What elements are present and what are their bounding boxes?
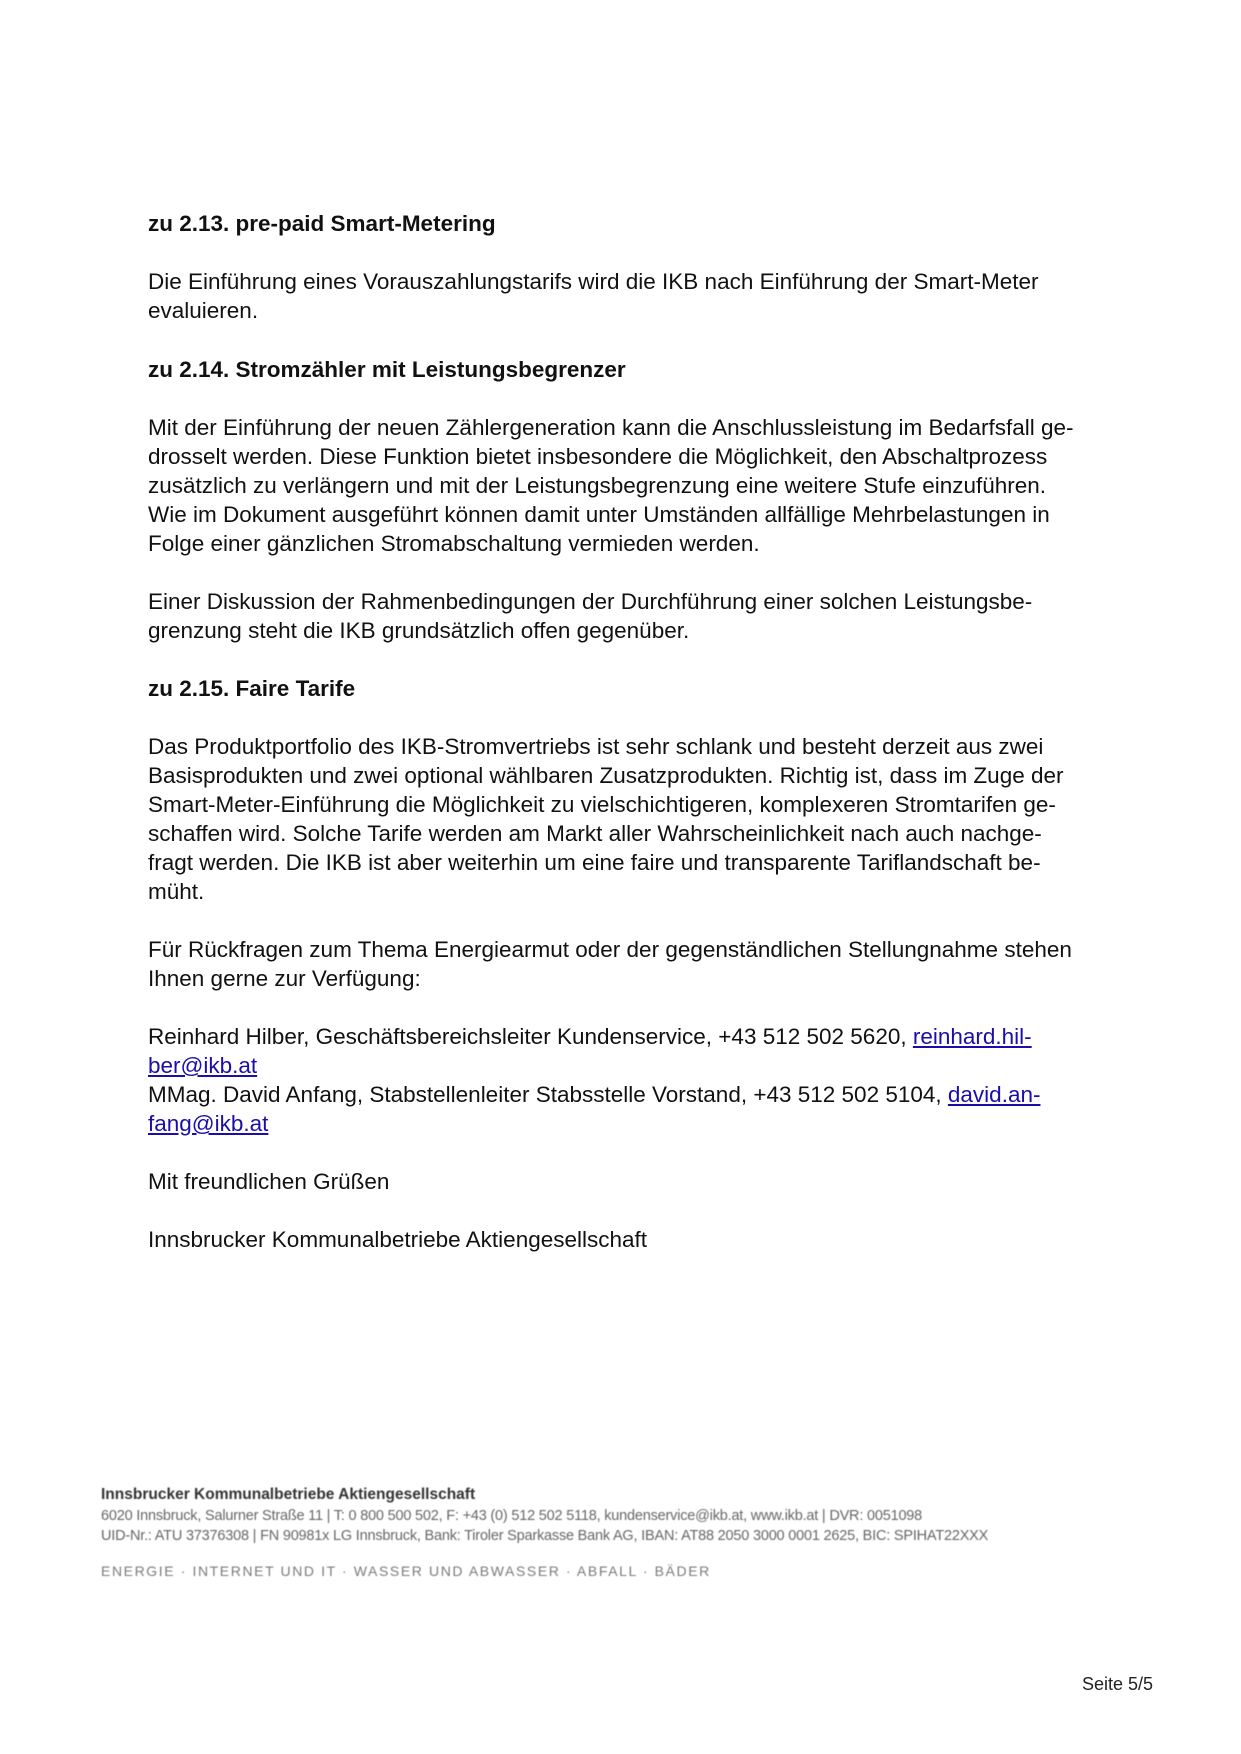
footer-address: 6020 Innsbruck, Salurner Straße 11 | T: 0 800 500 502, F: +43 (0) 512 502 5118, kundenservice@ikb.at, www.ikb.at | DVR: 0051098 [101,1508,923,1524]
paragraph-line: drosselt werden. Diese Funktion bietet insbesondere die Möglichkeit, den Abschaltprozess [148,444,1048,469]
section-heading-2-13: zu 2.13. pre-paid Smart-Metering [148,211,496,236]
email-link-hilber-cont[interactable]: ber@ikb.at [148,1053,258,1078]
contact-entry-anfang [148,1080,1040,1109]
paragraph-line: Mit der Einführung der neuen Zählergeneration kann die Anschlussleistung im Bedarfsfall ge- [148,415,1074,440]
paragraph-line: Das Produktportfolio des IKB-Stromvertriebs ist sehr schlank und besteht derzeit aus zwei [148,734,1044,759]
contact-intro-line: Für Rückfragen zum Thema Energiearmut oder der gegenständlichen Stellungnahme stehen [148,937,1072,962]
paragraph-line: fragt werden. Die IKB ist aber weiterhin um eine faire und transparente Tariflandschaft be- [148,850,1041,875]
paragraph-line: Die Einführung eines Vorauszahlungstarifs wird die IKB nach Einführung der Smart-Meter [148,269,1039,294]
paragraph-line: Basisprodukten und zwei optional wählbaren Zusatzprodukten. Richtig ist, dass im Zuge der [148,763,1064,788]
page-number: Seite 5/5 [1082,1674,1154,1694]
footer-registry: UID-Nr.: ATU 37376308 | FN 90981x LG Innsbruck, Bank: Tiroler Sparkasse Bank AG, IBAN: AT88 2050 3000 0001 2625, BIC: SPIHAT22XXX [101,1528,989,1544]
paragraph-line: Folge einer gänzlichen Stromabschaltung vermieden werden. [148,531,760,556]
contact-text: MMag. David Anfang, Stabstellenleiter Stabsstelle Vorstand, +43 512 502 5104, [148,1082,948,1107]
contact-entry-hilber-cont [148,1051,257,1080]
section-heading-2-15: zu 2.15. Faire Tarife [148,676,356,701]
paragraph-line: Wie im Dokument ausgeführt können damit unter Umständen allfällige Mehrbelastungen in [148,502,1050,527]
footer-tagline: ENERGIE · INTERNET UND IT · WASSER UND ABWASSER · ABFALL · BÄDER [101,1563,711,1579]
paragraph-line: Einer Diskussion der Rahmenbedingungen der Durchführung einer solchen Leistungsbe- [148,589,1033,614]
email-link-hilber[interactable]: reinhard.hil- [912,1024,1032,1049]
contact-entry-anfang-cont [148,1109,268,1138]
contact-text: Reinhard Hilber, Geschäftsbereichsleiter Kundenservice, +43 512 502 5620, [148,1024,913,1049]
paragraph-line: müht. [148,879,205,904]
paragraph-line: evaluieren. [148,298,259,323]
signature-company: Innsbrucker Kommunalbetriebe Aktiengesellschaft [148,1227,648,1252]
closing-greeting: Mit freundlichen Grüßen [148,1169,390,1194]
section-heading-2-14: zu 2.14. Stromzähler mit Leistungsbegrenzer [148,357,626,382]
paragraph-line: zusätzlich zu verlängern und mit der Leistungsbegrenzung eine weitere Stufe einzuführen. [148,473,1047,498]
contact-intro-line: Ihnen gerne zur Verfügung: [148,966,421,991]
email-link-anfang-cont[interactable]: fang@ikb.at [148,1111,269,1136]
paragraph-line: Smart-Meter-Einführung die Möglichkeit zu vielschichtigeren, komplexeren Stromtarifen ge- [148,792,1056,817]
paragraph-line: grenzung steht die IKB grundsätzlich offen gegenüber. [148,618,690,643]
footer-company: Innsbrucker Kommunalbetriebe Aktiengesellschaft [101,1486,476,1503]
contact-entry-hilber [148,1022,1032,1051]
email-link-anfang[interactable]: david.an- [947,1082,1041,1107]
paragraph-line: schaffen wird. Solche Tarife werden am Markt aller Wahrscheinlichkeit nach auch nachge- [148,821,1042,846]
